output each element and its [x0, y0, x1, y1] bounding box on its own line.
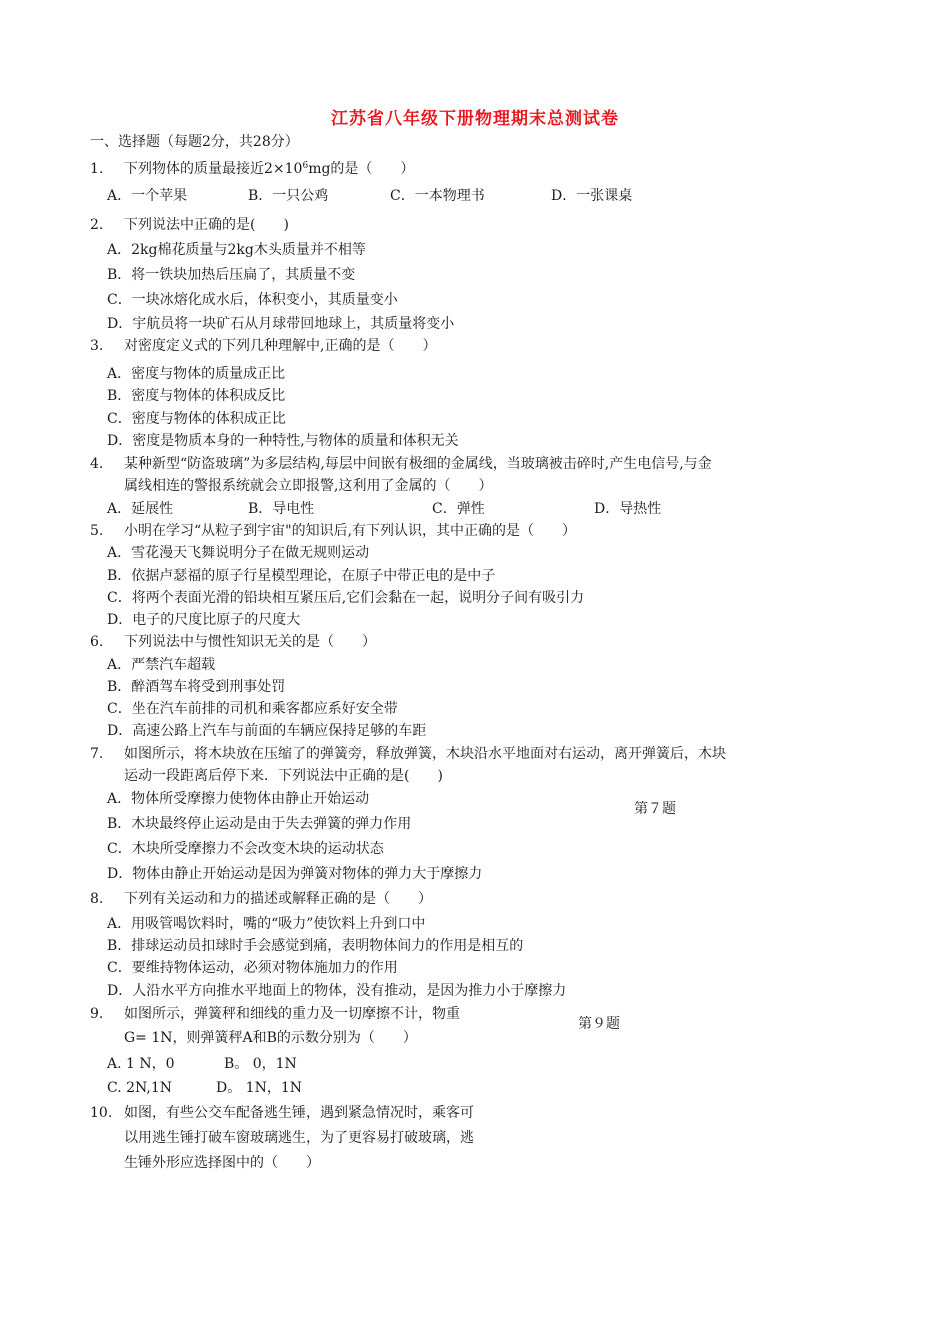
- question-6: [90, 632, 376, 652]
- option-a: A．严禁汽车超载: [107, 657, 216, 673]
- option-a: A．2kg棉花质量与2kg木头质量并不相等: [107, 242, 366, 258]
- question-stem: 下列说法中与惯性知识无关的是（ ）: [124, 634, 376, 650]
- question-stem: 如图所示，弹簧秤和细线的重力及一切摩擦不计，物重: [124, 1006, 460, 1022]
- question-stem-cont: 以用逃生锤打破车窗玻璃逃生，为了更容易打破玻璃，逃: [124, 1130, 474, 1146]
- question-stem: 如图所示，将木块放在压缩了的弹簧旁，释放弹簧，木块沿水平地面对右运动，离开弹簧后，木块: [124, 746, 726, 762]
- option-d: D．物体由静止开始运动是因为弹簧对物体的弹力大于摩擦力: [107, 866, 483, 882]
- option-b: B．醉酒驾车将受到刑事处罚: [107, 679, 286, 695]
- option-c: C．密度与物体的体积成正比: [107, 411, 286, 427]
- option-a: A．物体所受摩擦力使物体由静止开始运动: [107, 791, 370, 807]
- question-9: [90, 1004, 460, 1024]
- question-stem-cont: 生锤外形应选择图中的（ ）: [124, 1155, 320, 1171]
- option-b: B。 0，1N: [224, 1056, 297, 1072]
- question-number: 3.: [90, 338, 104, 354]
- option-b: B．一只公鸡: [248, 188, 329, 204]
- question-7: [90, 744, 726, 764]
- option-c: C．弹性: [432, 501, 485, 517]
- question-stem-end: mg的是（ ）: [308, 161, 415, 177]
- question-1: [90, 159, 414, 179]
- question-number: 1.: [90, 161, 104, 177]
- option-d: D。 1N，1N: [216, 1080, 302, 1096]
- question-stem: 如图，有些公交车配备逃生锤，遇到紧急情况时，乘客可: [124, 1105, 474, 1121]
- figure-caption: 第９题: [578, 1016, 620, 1032]
- option-d: D．人沿水平方向推水平地面上的物体，没有推动，是因为推力小于摩擦力: [107, 983, 567, 999]
- option-b: B．导电性: [248, 501, 315, 517]
- section-heading: 一、选择题（每题2分，共28分）: [90, 134, 299, 150]
- question-stem: 下列说法中正确的是( ): [124, 217, 289, 233]
- option-a: A．密度与物体的质量成正比: [107, 366, 286, 382]
- question-2: [90, 215, 289, 235]
- question-stem: 对密度定义式的下列几种理解中,正确的是（ ）: [124, 338, 437, 354]
- question-number: 10.: [90, 1105, 113, 1121]
- question-number: 5.: [90, 523, 104, 539]
- question-stem: 下列物体的质量最接近2×10: [124, 161, 303, 177]
- question-number: 2.: [90, 217, 104, 233]
- question-4: [90, 454, 712, 474]
- option-d: D．导热性: [594, 501, 662, 517]
- question-number: 7.: [90, 746, 104, 762]
- option-b: B．排球运动员扣球时手会感觉到痛，表明物体间力的作用是相互的: [107, 938, 524, 954]
- option-c: C．将两个表面光滑的铅块相互紧压后,它们会黏在一起，说明分子间有吸引力: [107, 590, 585, 606]
- option-b: B．密度与物体的体积成反比: [107, 388, 286, 404]
- option-a: A．用吸管喝饮料时，嘴的“吸力”使饮料上升到口中: [107, 916, 426, 932]
- exponent: 6: [302, 161, 309, 171]
- option-c: C．坐在汽车前排的司机和乘客都应系好安全带: [107, 701, 398, 717]
- option-d: D．密度是物质本身的一种特性,与物体的质量和体积无关: [107, 433, 459, 449]
- figure-caption: 第７题: [634, 801, 676, 817]
- exam-title: 江苏省八年级下册物理期末总测试卷: [331, 109, 619, 129]
- question-stem-cont: 属线相连的警报系统就会立即报警,这利用了金属的（ ）: [124, 478, 493, 494]
- option-d: D．高速公路上汽车与前面的车辆应保持足够的车距: [107, 723, 427, 739]
- question-number: 8.: [90, 891, 104, 907]
- option-d: D．宇航员将一块矿石从月球带回地球上，其质量将变小: [107, 316, 455, 332]
- option-c: C．要维持物体运动，必须对物体施加力的作用: [107, 960, 398, 976]
- question-number: 6.: [90, 634, 104, 650]
- option-c: C．一本物理书: [390, 188, 485, 204]
- question-stem: 某种新型“防盗玻璃”为多层结构,每层中间嵌有极细的金属线，当玻璃被击碎时,产生电信号,与金: [124, 456, 712, 472]
- question-number: 4.: [90, 456, 104, 472]
- question-10: [90, 1103, 474, 1123]
- question-number: 9.: [90, 1006, 104, 1022]
- option-d: D．电子的尺度比原子的尺度大: [107, 612, 301, 628]
- option-b: B．依据卢瑟福的原子行星模型理论，在原子中带正电的是中子: [107, 568, 496, 584]
- question-stem: 下列有关运动和力的描述或解释正确的是（ ）: [124, 891, 432, 907]
- option-a: A．雪花漫天飞舞说明分子在做无规则运动: [107, 545, 370, 561]
- question-5: [90, 521, 576, 541]
- option-c: C．一块冰熔化成水后，体积变小，其质量变小: [107, 292, 398, 308]
- option-b: B．将一铁块加热后压扁了，其质量不变: [107, 267, 356, 283]
- option-a: A. 1 N，0: [107, 1056, 175, 1072]
- option-a: A．延展性: [107, 501, 174, 517]
- question-3: [90, 336, 436, 356]
- option-d: D．一张课桌: [551, 188, 633, 204]
- option-a: A．一个苹果: [107, 188, 188, 204]
- option-c: C. 2N,1N: [107, 1080, 172, 1096]
- question-stem-cont: G= 1N，则弹簧秤A和B的示数分别为（ ）: [124, 1030, 417, 1046]
- question-8: [90, 889, 432, 909]
- question-stem-cont: 运动一段距离后停下来．下列说法中正确的是( ): [124, 768, 443, 784]
- option-b: B．木块最终停止运动是由于失去弹簧的弹力作用: [107, 816, 412, 832]
- option-c: C．木块所受摩擦力不会改变木块的运动状态: [107, 841, 384, 857]
- question-stem: 小明在学习“从粒子到宇宙"的知识后,有下列认识，其中正确的是（ ）: [124, 523, 577, 539]
